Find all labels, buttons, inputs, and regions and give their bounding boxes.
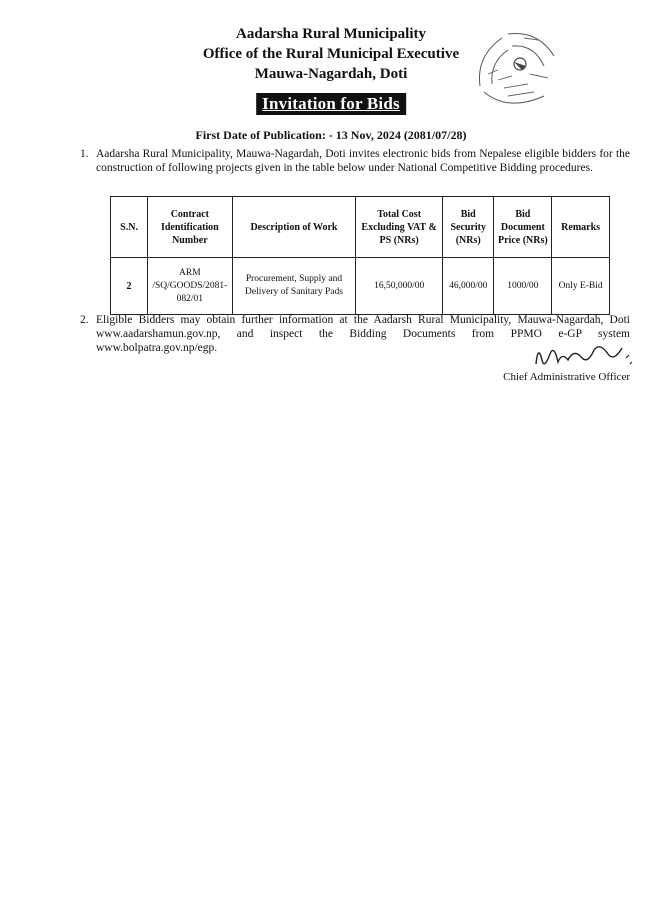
signer-title: Chief Administrative Officer [503,371,630,383]
table-row [111,258,610,315]
location-name: Mauwa-Nagardah, Doti [254,66,408,82]
publication-date: First Date of Publication: - 13 Nov, 2024 (2081/07/28) [195,128,467,142]
letterhead [0,24,662,84]
cell-doc-price: 1000/00 [494,258,552,315]
cell-remarks: Only E-Bid [552,258,610,315]
table-header-cell: Description of Work [232,197,356,258]
cell-bid-security: 46,000/00 [442,258,494,315]
paragraph-number: 1. [80,148,89,160]
signature-icon [530,340,640,374]
table-header-cell: Contract Identification Number [148,197,233,258]
table-header-cell: Bid Security (NRs) [442,197,494,258]
office-name: Office of the Rural Municipal Executive [202,46,460,62]
table-header-cell: Total Cost Excluding VAT & PS (NRs) [356,197,443,258]
table-header-cell: S.N. [111,197,148,258]
paragraph-text: Eligible Bidders may obtain further information at the Aadarsh Rural Municipality, Mauwa-Nagardah, Doti www.aadarshamun.gov.np, and inspect the Bidding Documents from PPMO e-GP system www.bolpatra.gov.np/egp. [96,314,630,354]
official-seal-icon [468,26,560,114]
table-header-row [111,197,610,258]
paragraph-text: Aadarsha Rural Municipality, Mauwa-Nagardah, Doti invites electronic bids from Nepalese eligible bidders for the construction of following projects given in the table below under National Competitive Bidding procedures. [96,148,630,174]
cell-description: Procurement, Supply and Delivery of Sanitary Pads [232,258,356,315]
paragraph-1 [80,147,630,175]
paragraph-number: 2. [80,314,89,326]
bids-table [110,196,610,315]
cell-contract-id: ARM /SQ/GOODS/2081-082/01 [148,258,233,315]
table-header-cell: Remarks [552,197,610,258]
table-header-cell: Bid Document Price (NRs) [494,197,552,258]
document-title: Invitation for Bids [256,93,406,115]
cell-total-cost: 16,50,000/00 [356,258,443,315]
municipality-name: Aadarsha Rural Municipality [235,26,427,42]
cell-sn: 2 [111,258,148,315]
